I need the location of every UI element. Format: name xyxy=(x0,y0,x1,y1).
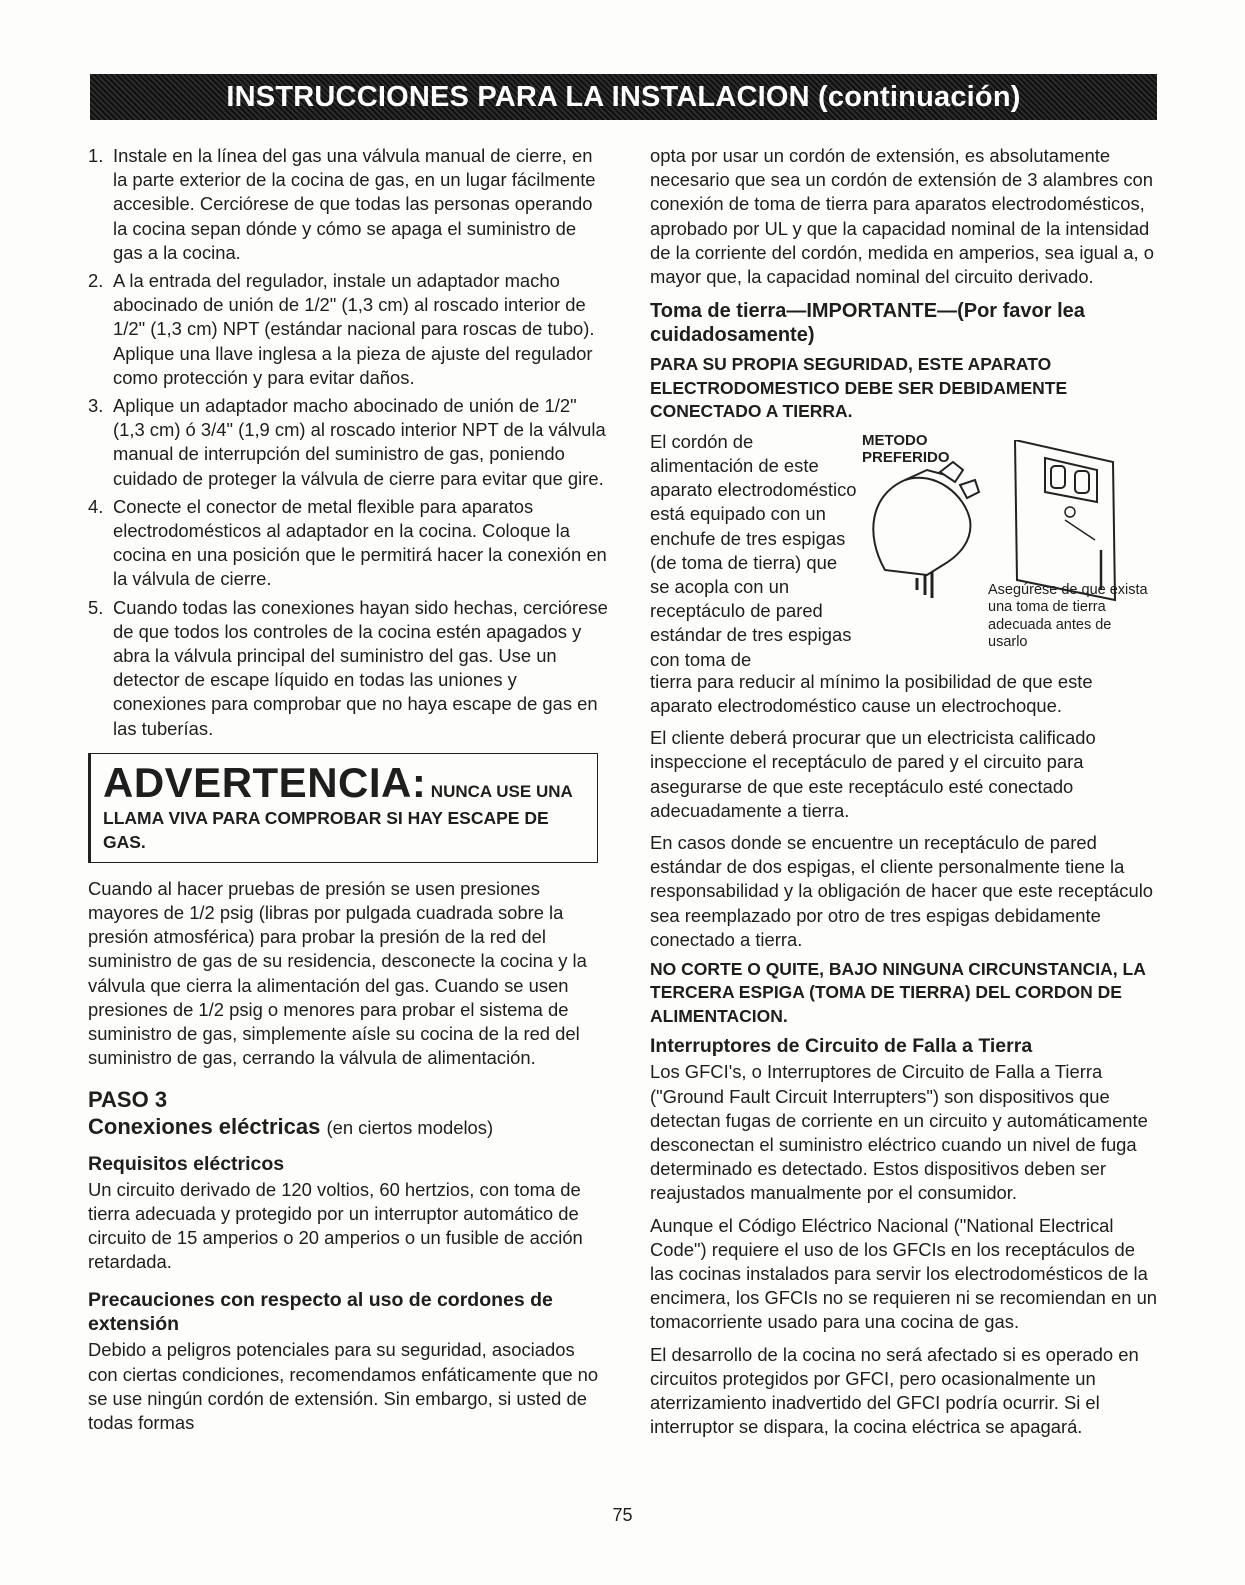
gfci-heading: Interruptores de Circuito de Falla a Tierra xyxy=(650,1035,1033,1058)
step-item: 4. Conecte el conector de metal flexible para aparatos electrodomésticos al adaptador en la cocina. Coloque la cocina en una posición que le permitirá hacer la conexión en la válvula de cierre. xyxy=(88,495,607,590)
extension-cord-heading: Precauciones con respecto al uso de cordones de extensión xyxy=(88,1289,553,1336)
installation-steps xyxy=(88,144,608,741)
warning-heading: ADVERTENCIA: xyxy=(103,758,427,806)
grounding-figure xyxy=(650,430,1160,672)
plug-icon xyxy=(873,477,970,574)
requirements-paragraph: Un circuito derivado de 120 voltios, 60 hertzios, con toma de tierra adecuada y protegido por un interruptor automático de circuito de 15 amperios o 20 amperios o un fusible de acción retardada. xyxy=(88,1178,583,1273)
section-banner xyxy=(90,74,1157,120)
electrician-paragraph: El cliente deberá procurar que un electricista calificado inspeccione el receptáculo de pared y el circuito para asegurarse de que este receptáculo esté conectado adecuadamente a tierra. xyxy=(650,727,1096,821)
safety-notice: PARA SU PROPIA SEGURIDAD, ESTE APARATO ELECTRODOMESTICO DEBE SER DEBIDAMENTE CONECTADO A TIERRA. xyxy=(650,354,1068,422)
step-item: 1. Instale en la línea del gas una válvula manual de cierre, en la parte exterior de la cocina de gas, en un lugar fácilmente accesible. Cerciórese de que todas las personas operando la cocina sepan dónde y cómo se apaga el suministro de gas a la cocina. xyxy=(88,145,596,263)
grounding-heading: Toma de tierra—IMPORTANTE—(Por favor lea cuidadosamente) xyxy=(650,300,1085,347)
step-heading: PASO 3 xyxy=(88,1086,168,1112)
right-column xyxy=(650,144,1160,1440)
extension-cord-continued: opta por usar un cordón de extensión, es absolutamente necesario que sea un cordón de extensión de 3 alambres con conexión de toma de tierra para aparatos electrodomésticos, aprobado por UL y que la capacidad nominal de la intensidad de la corriente del cordón, medida en amperios, sea igual a, o mayor que, la capacidad nominal del circuito derivado. xyxy=(650,145,1155,288)
gfci-paragraph-1: Los GFCI's, o Interruptores de Circuito de Falla a Tierra ("Ground Fault Circuit Interrupters") son dispositivos que detectan fugas de corriente en un circuito y automáticamente desconectan el suministro eléctrico cuando un nivel de fuga determinado es detectado. Estos dispositivos deben ser reajustados manualmente por el consumidor. xyxy=(650,1061,1148,1204)
gfci-paragraph-2: Aunque el Código Eléctrico Nacional ("National Electrical Code") requiere el uso de los GFCIs en los receptáculos de las cocinas instalados para servir los electrodomésticos de la encimera, los GFCIs no se requieren ni se recomiendan en un tomacorriente usado para una cocina de gas. xyxy=(650,1214,1158,1333)
step-item: 2. A la entrada del regulador, instale un adaptador macho abocinado de unión de 1/2" (1,3 cm) al roscado interior de 1/2" (1,3 cm) NPT (estándar nacional para roscas de tubo). Aplique una llave inglesa a la pieza de ajuste del regulador como protección y para evitar daños. xyxy=(88,270,595,388)
two-prong-paragraph: En casos donde se encuentre un receptáculo de pared estándar de dos espigas, el cliente personalmente tiene la responsabilidad y la obligación de hacer que este receptáculo sea reemplazado por otro de tres espigas debidamente conectado a tierra. xyxy=(650,831,1154,950)
gfci-paragraph-3: El desarrollo de la cocina no será afectado si es operado en circuitos protegidos por GFCI, pero ocasionalmente un aterrizamiento inadvertido del GFCI podría ocurrir. Si el interruptor se dispara, la cocina eléctrica se apagará. xyxy=(650,1343,1139,1438)
extension-cord-paragraph: Debido a peligros potenciales para su seguridad, asociados con ciertas condiciones, recomendamos enfáticamente que no se use ningún cordón de extensión. Sin embargo, si usted de todas formas xyxy=(88,1339,599,1433)
page-number: 75 xyxy=(612,1505,633,1525)
step-item: 3. Aplique un adaptador macho abocinado de unión de 1/2" (1,3 cm) ó 3/4" (1,9 cm) al roscado interior NPT de la válvula manual de interrupción del suministro de gas, poniendo cuidado de proteger la válvula de cierre para evitar que gire. xyxy=(88,395,606,489)
plug-description-continued: tierra para reducir al mínimo la posibilidad de que este aparato electrodoméstico cause un electrochoque. xyxy=(650,670,1093,716)
warning-text: LLAMA VIVA PARA COMPROBAR SI HAY ESCAPE DE GAS. xyxy=(103,807,549,852)
figure-label: METODO PREFERIDO xyxy=(862,431,950,466)
pressure-test-paragraph: Cuando al hacer pruebas de presión se usen presiones mayores de 1/2 psig (libras por pulgada cuadrada sobre la presión atmosférica) para probar la presión de la red del suministro de gas de su residencia, desconecte la cocina y la válvula que cierra la alimentación del gas. Cuando se usen presiones de 1/2 psig o menores para probar el sistema de suministro de gas, simplemente aísle su cocina de la red del suministro de gas, cerrando la válvula de alimentación. xyxy=(88,877,587,1069)
warning-box xyxy=(88,753,598,863)
banner-title: INSTRUCCIONES PARA LA INSTALACION (continuación) xyxy=(226,80,1021,113)
do-not-cut-notice: NO CORTE O QUITE, BAJO NINGUNA CIRCUNSTANCIA, LA TERCERA ESPIGA (TOMA DE TIERRA) DEL CORDON DE ALIMENTACION. xyxy=(650,958,1146,1026)
figure-caption: Asegúrese de que exista una toma de tierra adecuada antes de usarlo xyxy=(988,581,1148,651)
section-heading: Conexiones eléctricas (en ciertos modelos) xyxy=(88,1113,494,1139)
warning-lead: NUNCA USE UNA xyxy=(430,781,573,801)
requirements-heading: Requisitos eléctricos xyxy=(88,1152,285,1175)
plug-description: El cordón de alimentación de este aparato electrodoméstico está equipado con un enchufe de tres espigas (de toma de tierra) que se acopla con un receptáculo de pared estándar de tres espigas con toma de xyxy=(650,430,857,670)
left-column xyxy=(88,144,608,1435)
step-item: 5. Cuando todas las conexiones hayan sido hechas, cerciórese de que todos los controles de la cocina estén apagados y abra la válvula principal del suministro del gas. Use un detector de escape líquido en todas las uniones y conexiones para comprobar que no haya escape de gas en las tuberías. xyxy=(88,596,608,739)
